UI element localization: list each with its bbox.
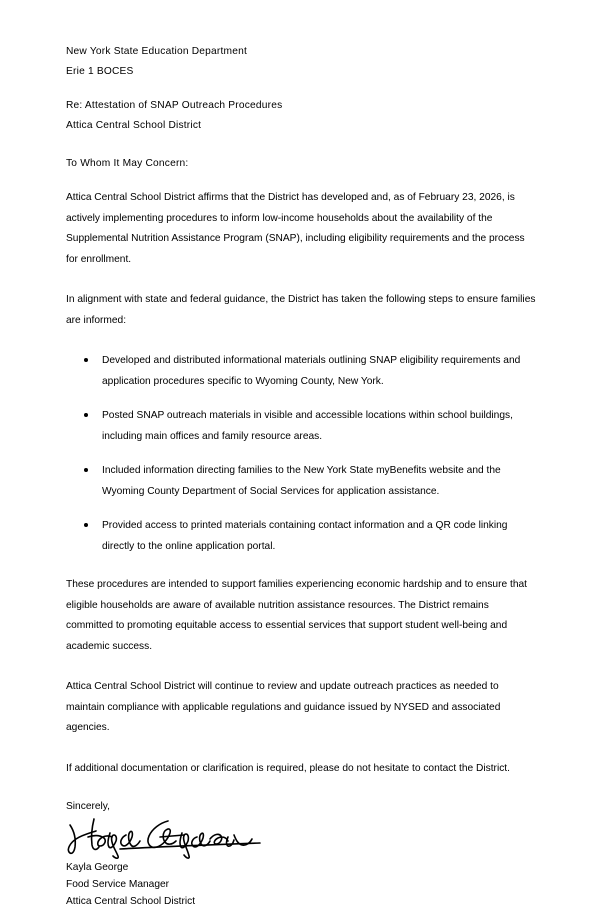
spacer bbox=[66, 739, 536, 759]
paragraph-purpose: These procedures are intended to support families experiencing economic hardship and to ensure that eligible households are aware of available nutrition assistance resources. The District remains committed to promoting equitable access to essential services that support student well-being and academic success. bbox=[66, 579, 527, 652]
recipient-unit: Erie 1 BOCES bbox=[66, 66, 134, 77]
spacer bbox=[66, 657, 536, 677]
spacer bbox=[66, 82, 536, 96]
bullet-dot-icon bbox=[84, 468, 88, 472]
signer-name: Kayla George bbox=[66, 862, 129, 873]
spacer bbox=[66, 174, 536, 188]
signature bbox=[66, 819, 536, 859]
subject-line: Re: Attestation of SNAP Outreach Procedures bbox=[66, 100, 283, 111]
list-item bbox=[66, 406, 536, 447]
paragraph-compliance: Attica Central School District will continue to review and update outreach practices as needed to maintain compliance with applicable regulations and guidance issued by NYSED and associated agencies. bbox=[66, 681, 501, 733]
letter-body bbox=[66, 42, 536, 910]
salutation: To Whom It May Concern: bbox=[66, 158, 189, 169]
recipient-organization: New York State Education Department bbox=[66, 46, 247, 57]
bullet-dot-icon bbox=[84, 413, 88, 417]
paragraph-steps-lead: In alignment with state and federal guidance, the District has taken the following steps to ensure families are informed: bbox=[66, 294, 536, 326]
subject-block bbox=[66, 96, 536, 136]
spacer bbox=[66, 270, 536, 290]
signer-organization: Attica Central School District bbox=[66, 896, 196, 907]
list-item bbox=[66, 516, 536, 557]
list-item-text: Posted SNAP outreach materials in visible and accessible locations within school buildings, including main offices and family resource areas. bbox=[102, 410, 513, 442]
spacer bbox=[66, 331, 536, 351]
recipient-address bbox=[66, 42, 536, 82]
spacer bbox=[66, 136, 536, 154]
list-item bbox=[66, 461, 536, 502]
paragraph-intro: Attica Central School District affirms that the District has developed and, as of February 23, 2026, is actively implementing procedures to inform low-income households about the availability of the Supplemental Nutrition Assistance Program (SNAP), including eligibility requirements and the process for enrollment. bbox=[66, 192, 525, 265]
list-item-text: Included information directing families to the New York State myBenefits website and the Wyoming County Department of Social Services for application assistance. bbox=[102, 465, 501, 497]
bullet-dot-icon bbox=[84, 358, 88, 362]
steps-list bbox=[66, 351, 536, 557]
bullet-dot-icon bbox=[84, 523, 88, 527]
signer-title: Food Service Manager bbox=[66, 879, 170, 890]
sign-off: Sincerely, bbox=[66, 801, 110, 812]
handwritten-signature-icon bbox=[64, 813, 264, 859]
list-item-text: Provided access to printed materials containing contact information and a QR code linking directly to the online application portal. bbox=[102, 520, 508, 552]
list-item bbox=[66, 351, 536, 392]
paragraph-contact: If additional documentation or clarification is required, please do not hesitate to contact the District. bbox=[66, 762, 510, 774]
spacer bbox=[66, 779, 536, 797]
subject-district: Attica Central School District bbox=[66, 120, 202, 131]
list-item-text: Developed and distributed informational materials outlining SNAP eligibility requirements and application procedures specific to Wyoming County, New York. bbox=[102, 355, 521, 387]
spacer bbox=[66, 557, 536, 575]
